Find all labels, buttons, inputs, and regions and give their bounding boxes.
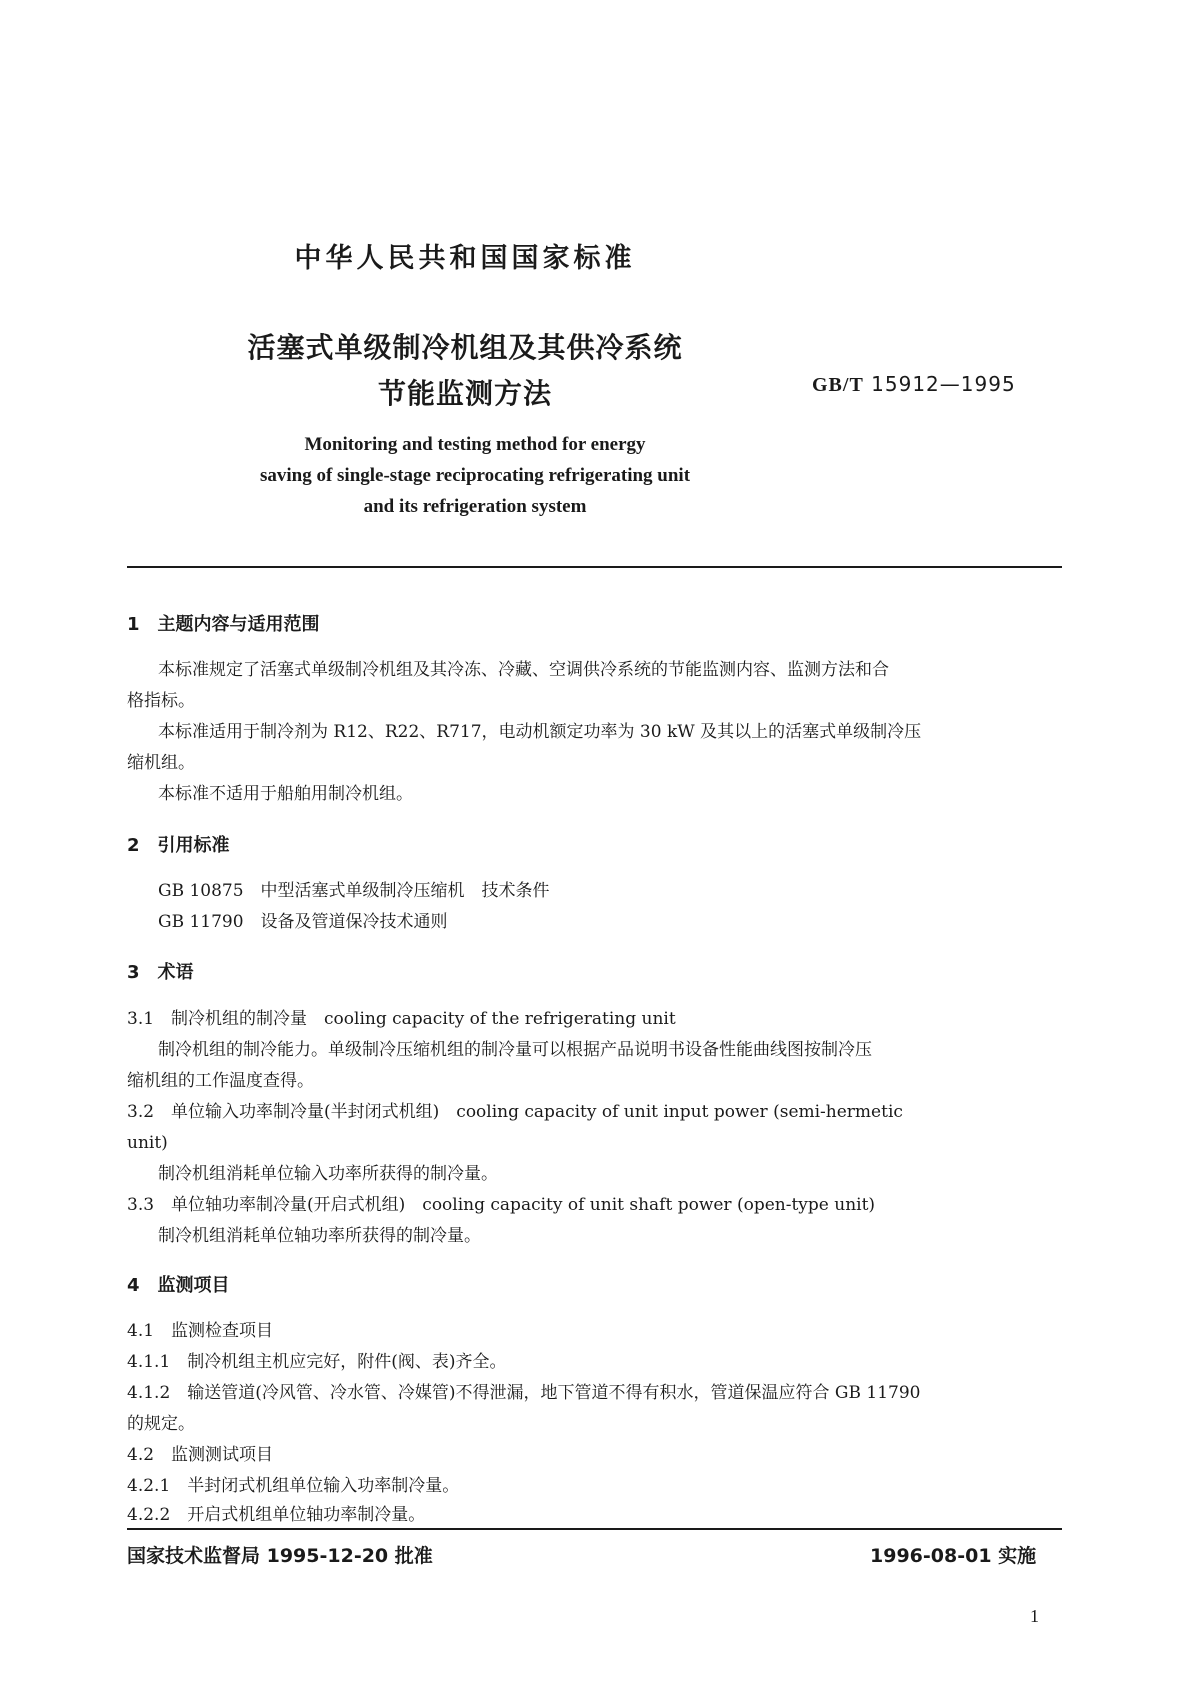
section-1-paragraph-1-cont: 格指标。 [127,691,195,711]
page-number: 1 [1030,1606,1039,1626]
title-en-line3: and its refrigeration system [363,496,587,517]
item-4-1-1: 4.1.1 制冷机组主机应完好，附件(阀、表)齐全。 [127,1352,507,1372]
item-4-2-1: 4.2.1 半封闭式机组单位输入功率制冷量。 [127,1476,460,1496]
term-3-3-heading: 3.3 单位轴功率制冷量(开启式机组) cooling capacity of unit shaft power (open-type unit) [127,1195,876,1215]
term-3-3-description: 制冷机组消耗单位轴功率所获得的制冷量。 [158,1226,481,1246]
title-cn-line1: 活塞式单级制冷机组及其供冷系统 [247,331,683,364]
standard-number [812,372,1016,397]
item-4-1-2: 4.1.2 输送管道(冷风管、冷水管、冷媒管)不得泄漏，地下管道不得有积水，管道保温应符合 GB 11790 [127,1383,921,1403]
item-4-2-2: 4.2.2 开启式机组单位轴功率制冷量。 [127,1505,426,1525]
bottom-divider [127,1528,1062,1530]
section-1-paragraph-2-cont: 缩机组。 [127,753,195,773]
title-en-line1: Monitoring and testing method for energy [304,434,646,455]
title-cn-line2: 节能监测方法 [377,377,552,410]
term-3-1-description-cont: 缩机组的工作温度查得。 [127,1071,314,1091]
section-3-heading: 3 术语 [127,962,194,983]
top-divider [127,566,1062,568]
term-3-2-heading: 3.2 单位输入功率制冷量(半封闭式机组) cooling capacity of unit input power (semi-hermetic [127,1102,903,1122]
term-3-1-description: 制冷机组的制冷能力。单级制冷压缩机组的制冷量可以根据产品说明书设备性能曲线图按制冷压 [158,1040,872,1060]
section-2-heading: 2 引用标准 [127,835,230,856]
standard-prefix: GB/T [812,374,864,396]
section-1-paragraph-1: 本标准规定了活塞式单级制冷机组及其冷冻、冷藏、空调供冷系统的节能监测内容、监测方法和合 [158,660,889,680]
title-en-line2: saving of single-stage reciprocating refrigerating unit [259,465,691,486]
section-1-paragraph-2: 本标准适用于制冷剂为 R12、R22、R717，电动机额定功率为 30 kW 及其以上的活塞式单级制冷压 [158,722,922,742]
item-4-2: 4.2 监测测试项目 [127,1445,274,1465]
section-1-paragraph-3: 本标准不适用于船舶用制冷机组。 [158,784,413,804]
reference-gb10875: GB 10875 中型活塞式单级制冷压缩机 技术条件 [158,881,550,901]
section-1-heading: 1 主题内容与适用范围 [127,614,320,635]
national-standard-header: 中华人民共和国国家标准 [294,243,636,274]
item-4-1: 4.1 监测检查项目 [127,1321,274,1341]
term-3-2-description: 制冷机组消耗单位输入功率所获得的制冷量。 [158,1164,498,1184]
standard-code: 15912—1995 [871,372,1016,396]
reference-gb11790: GB 11790 设备及管道保冷技术通则 [158,912,448,932]
term-3-2-heading-cont: unit) [127,1133,168,1153]
section-4-heading: 4 监测项目 [127,1275,230,1296]
item-4-1-2-cont: 的规定。 [127,1414,195,1434]
approval-date: 国家技术监督局 1995-12-20 批准 [127,1545,433,1567]
effective-date: 1996-08-01 实施 [870,1545,1037,1567]
term-3-1-heading: 3.1 制冷机组的制冷量 cooling capacity of the refrigerating unit [127,1009,676,1029]
